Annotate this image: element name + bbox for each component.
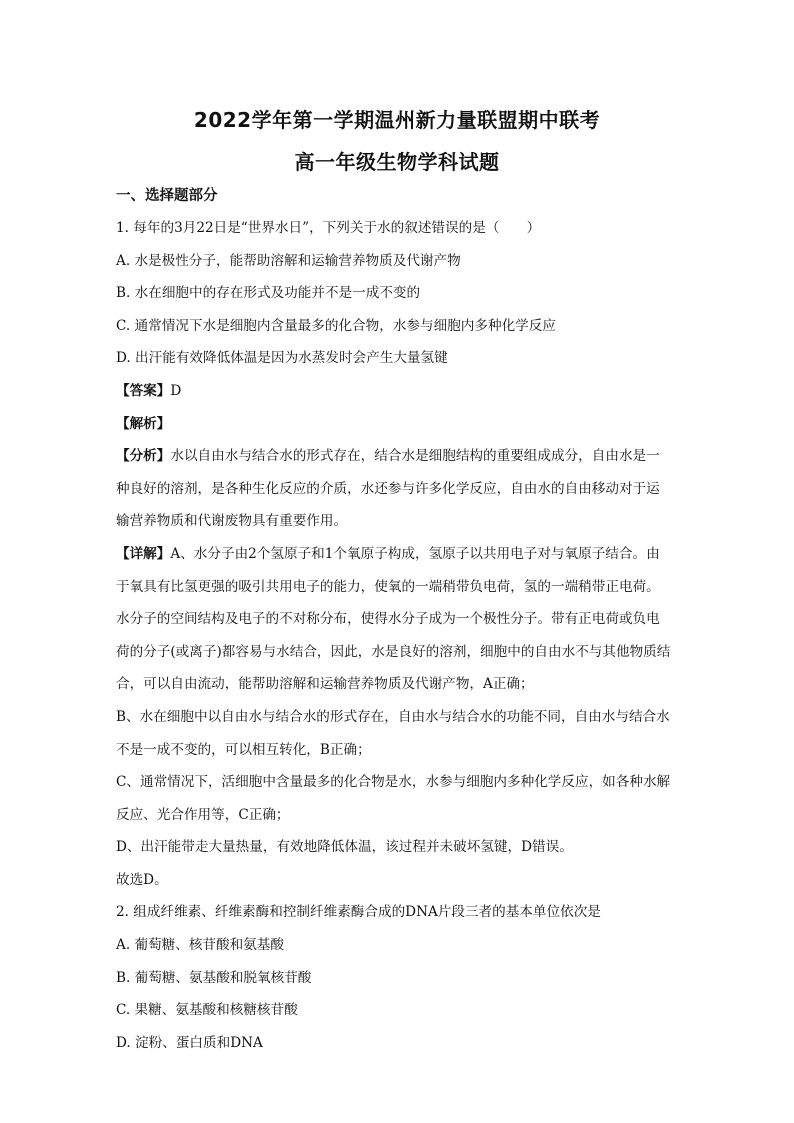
question-1-option-a: A. 水是极性分子，能帮助溶解和运输营养物质及代谢产物	[116, 252, 461, 269]
question-1-stem: 1. 每年的3月22日是“世界水日”，下列关于水的叙述错误的是（ ）	[116, 220, 541, 236]
detail-line: 合，可以自由流动，能帮助溶解和运输营养物质及代谢产物，A正确；	[116, 676, 534, 693]
fenxi-tag: 【分析】	[116, 448, 171, 465]
exam-title: 2022学年第一学期温州新力量联盟期中联考	[193, 108, 601, 132]
fenxi-line: 种良好的溶剂，是各种生化反应的介质，水还参与许多化学反应，自由水的自由移动对于运	[116, 480, 660, 497]
question-2-stem: 2. 组成纤维素、纤维素酶和控制纤维素酶合成的DNA片段三者的基本单位依次是	[116, 904, 601, 921]
question-1-option-c: C. 通常情况下水是细胞内含量最多的化合物，水参与细胞内多种化学反应	[116, 317, 556, 334]
detail-line: 水分子的空间结构及电子的不对称分布，使得水分子成为一个极性分子。带有正电荷或负电	[116, 611, 660, 628]
fenxi-line	[116, 440, 682, 473]
detail-line: D、出汗能带走大量热量，有效地降低体温，该过程并未破坏氢键，D错误。	[116, 839, 573, 856]
detail-text: A、水分子由2个氢原子和1个氧原子构成，氢原子以共用电子对与氧原子结合。由	[170, 545, 660, 562]
detail-line: 不是一成不变的，可以相互转化，B正确；	[116, 741, 371, 758]
exam-subtitle: 高一年级生物学科试题	[294, 150, 500, 174]
question-2-option-d: D. 淀粉、蛋白质和DNA	[116, 1034, 263, 1051]
detail-line: 于氧具有比氢更强的吸引共用电子的能力，使氧的一端稍带负电荷，氢的一端稍带正电荷。	[116, 578, 660, 595]
answer-tag: 【答案】	[116, 382, 171, 399]
detail-line	[116, 538, 682, 571]
question-2-option-b: B. 葡萄糖、氨基酸和脱氧核苷酸	[116, 969, 312, 986]
analysis-heading	[116, 408, 682, 441]
answer-value: D	[170, 382, 182, 399]
detail-line: B、水在细胞中以自由水与结合水的形式存在，自由水与结合水的功能不同，自由水与结合水	[116, 708, 670, 725]
detail-line: C、通常情况下，活细胞中含量最多的化合物是水，水参与细胞内多种化学反应，如各种水解	[116, 774, 671, 791]
fenxi-text: 水以自由水与结合水的形式存在，结合水是细胞结构的重要组成成分，自由水是一	[170, 448, 660, 465]
detail-line: 荷的分子(或离子)都容易与水结合，因此，水是良好的溶剂，细胞中的自由水不与其他物质结	[116, 643, 671, 660]
fenxi-line: 输营养物质和代谢废物具有重要作用。	[116, 513, 348, 530]
question-1-option-b: B. 水在细胞中的存在形式及功能并不是一成不变的	[116, 285, 421, 302]
detail-line: 故选D。	[116, 871, 168, 888]
section-heading: 一、选择题部分	[116, 188, 218, 204]
answer-line	[116, 375, 682, 408]
analysis-tag: 【解析】	[116, 415, 171, 432]
question-2-option-a: A. 葡萄糖、核苷酸和氨基酸	[116, 937, 284, 954]
detail-line: 反应、光合作用等，C正确；	[116, 806, 290, 823]
question-2-option-c: C. 果糖、氨基酸和核糖核苷酸	[116, 1002, 298, 1019]
question-1-option-d: D. 出汗能有效降低体温是因为水蒸发时会产生大量氢键	[116, 350, 448, 367]
question-content	[116, 212, 682, 1059]
detail-tag: 【详解】	[116, 545, 171, 562]
